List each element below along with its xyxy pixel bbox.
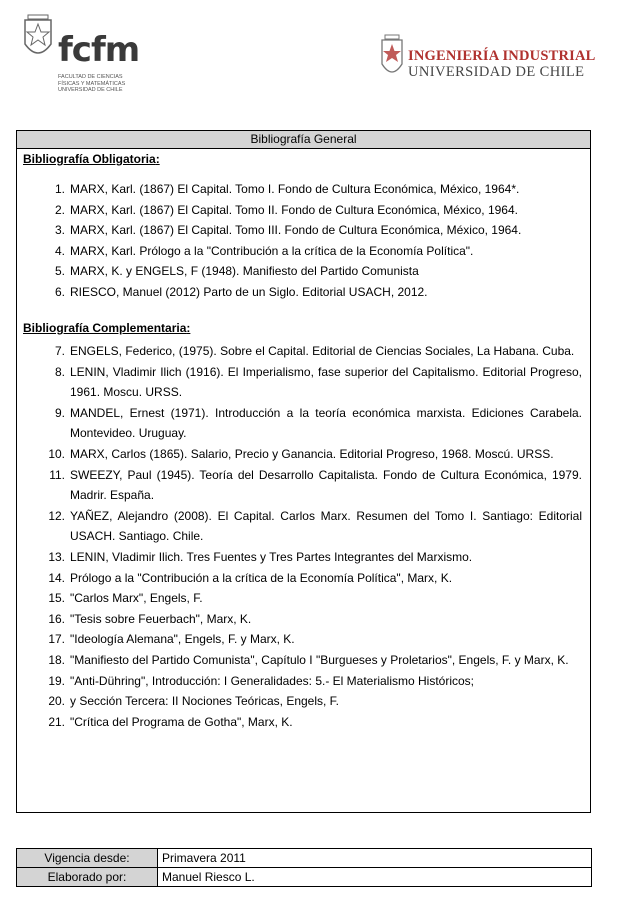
list-item: 4. MARX, Karl. Prólogo a la "Contribución a la crítica de la Economía Política". xyxy=(54,243,474,258)
list-item: 18. "Manifiesto del Partido Comunista", Capítulo I "Burgueses y Proletarios", Engels, F. y Marx, K. xyxy=(48,652,569,667)
list-item: 3. MARX, Karl. (1867) El Capital. Tomo III. Fondo de Cultura Económica, México, 1964. xyxy=(54,223,522,238)
list-item: 5. MARX, K. y ENGELS, F (1948). Manifiesto del Partido Comunista xyxy=(54,264,419,279)
list-item: 12. YAÑEZ, Alejandro (2008). El Capital. Carlos Marx. Resumen del Tomo I. Santiago: Editorial USACH. Santiago. Chile. xyxy=(48,508,582,544)
list-item: 2. MARX, Karl. (1867) El Capital. Tomo II. Fondo de Cultura Económica, México, 1964. xyxy=(54,202,518,217)
vigencia-value: Primavera 2011 xyxy=(158,849,592,868)
list-item: 11. SWEEZY, Paul (1945). Teoría del Desarrollo Capitalista. Fondo de Cultura Económica, 1979. Madrir. España. xyxy=(49,467,582,503)
bibliography-header: Bibliografía General xyxy=(17,131,590,149)
list-item: 1. MARX, Karl. (1867) El Capital. Tomo I. Fondo de Cultura Económica, México, 1964*. xyxy=(54,182,520,196)
list-item: 16. "Tesis sobre Feuerbach", Marx, K. xyxy=(48,611,252,626)
list-item: 20. y Sección Tercera: II Nociones Teóricas, Engels, F. xyxy=(48,694,340,709)
list-item: 21. "Crítica del Programa de Gotha", Marx, K. xyxy=(48,714,293,729)
vigencia-label: Vigencia desde: xyxy=(17,849,158,868)
list-item: 17. "Ideología Alemana", Engels, F. y Marx, K. xyxy=(48,632,295,647)
list-item: 13. LENIN, Vladimir Ilich. Tres Fuentes y Tres Partes Integrantes del Marxismo. xyxy=(48,549,473,564)
mandatory-list xyxy=(23,179,586,303)
list-item: 8. LENIN, Vladimir Ilich (1916). El Imperialismo, fase superior del Capitalismo. Editorial Progreso, 1961. Moscu. URSS. xyxy=(54,364,582,400)
elaborado-label: Elaborado por: xyxy=(17,868,158,887)
table-row xyxy=(17,868,592,887)
list-item: 19. "Anti-Dühring", Introducción: I Generalidades: 5.- El Materialismo Históricos; xyxy=(48,673,475,688)
list-item: 15. "Carlos Marx", Engels, F. xyxy=(48,591,203,606)
table-row xyxy=(17,849,592,868)
complementary-list xyxy=(23,341,586,732)
list-item: 14. Prólogo a la "Contribución a la crítica de la Economía Política", Marx, K. xyxy=(48,570,453,585)
fcfm-wordmark: fcfm xyxy=(58,30,140,70)
fcfm-logo xyxy=(22,14,152,104)
bibliography-box xyxy=(16,130,591,813)
document-meta-table xyxy=(16,848,592,887)
university-seal-icon xyxy=(380,34,404,82)
elaborado-value: Manuel Riesco L. xyxy=(158,868,592,887)
list-item: 7. ENGELS, Federico, (1975). Sobre el Capital. Editorial de Ciencias Sociales, La Habana. Cuba. xyxy=(54,344,575,358)
fcfm-tagline: FACULTAD DE CIENCIAS FÍSICAS Y MATEMÁTICAS UNIVERSIDAD DE CHILE xyxy=(58,74,126,93)
list-item: 6. RIESCO, Manuel (2012) Parto de un Siglo. Editorial USACH, 2012. xyxy=(54,284,428,299)
logo-line-1: INGENIERÍA INDUSTRIAL xyxy=(408,48,596,64)
logo-line-2: UNIVERSIDAD DE CHILE xyxy=(408,64,585,80)
ingenieria-industrial-logo xyxy=(380,34,595,82)
complementary-section-title: Bibliografía Complementaria: xyxy=(23,321,191,335)
mandatory-section-title: Bibliografía Obligatoria: xyxy=(23,152,160,166)
university-seal-icon xyxy=(22,14,54,66)
list-item: 10. MARX, Carlos (1865). Salario, Precio y Ganancia. Editorial Progreso, 1968. Moscú. URSS. xyxy=(48,446,554,461)
list-item: 9. MANDEL, Ernest (1971). Introducción a la teoría económica marxista. Ediciones Carabela. Montevideo. Uruguay. xyxy=(54,405,582,441)
